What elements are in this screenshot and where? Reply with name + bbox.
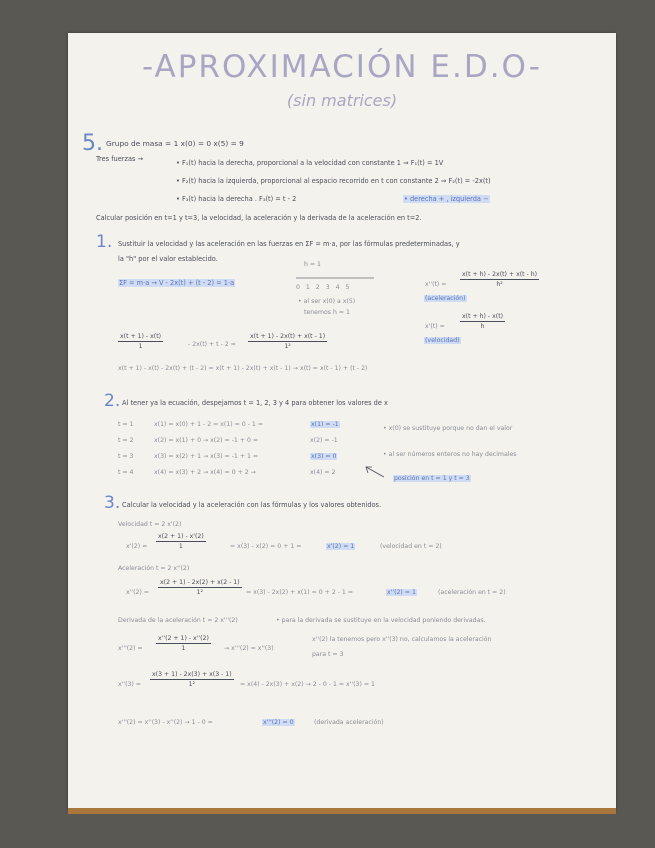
vel-formula-denominator: h [480,323,485,330]
row-3-eq: x(3) = x(2) + 1 → x(3) = -1 + 1 = [154,453,259,460]
row-1-eq: x(1) = x(0) + 1 - 2 = x(1) = 0 - 1 = [154,421,263,428]
step3-number: 3. [104,493,121,513]
number-line-axis [296,273,376,283]
velocity-fraction [156,533,206,550]
velocity-tag: (velocidad en t = 2) [380,543,442,550]
accel-formula-fraction [460,271,539,288]
accel-formula-denominator: h² [496,281,503,288]
x3-accel-rhs: = x(4) - 2x(3) + x(2) → 2 - 0 - 1 = x''(3) = 1 [240,681,375,688]
eq-fraction-2 [248,333,327,350]
x3-accel-lhs: x''(3) = [118,681,141,688]
eq-fraction-2-denominator: 1² [284,343,291,350]
row-3-result: x(3) = 0 [311,453,337,460]
step1-number: 1. [96,232,113,252]
derivative-denominator: 1 [181,645,186,652]
acceleration-numerator: x(2 + 1) - 2x(2) + x(2 - 1) [160,579,240,586]
acceleration-result: x''(2) = 1 [387,589,416,596]
eq-fraction-1-numerator: x(t + 1) - x(t) [120,333,162,340]
eq-fraction-2-numerator: x(t + 1) - 2x(t) + x(t - 1) [250,333,326,340]
eq-final: x(t + 1) - x(t) - 2x(t) + (t - 2) = x(t + 1) - 2x(t) + x(t - 1) → x(t) = x(t - 1) + (t - 2) [118,365,368,372]
step2-number: 2. [104,391,121,411]
row-3-t: t = 3 [118,453,134,460]
notebook-page [68,33,616,811]
accel-formula-tag: (aceleración) [425,295,466,302]
velocity-rhs: = x(3) - x(2) = 0 + 1 = [230,543,302,550]
step2-note-1: • x(0) se sustituye porque no dan el valor [383,425,513,432]
problem-number: 5. [82,131,103,156]
final-equation: x'''(2) = x''(3) - x''(2) → 1 - 0 = [118,719,213,726]
row-4-result: x(4) = 2 [310,469,336,476]
row-4-eq: x(4) = x(3) + 2 → x(4) = 0 + 2 → [154,469,256,476]
velocity-result: x'(2) = 1 [327,543,355,550]
page-title: -APROXIMACIÓN E.D.O- [142,49,542,85]
sum-equation: ΣF = m·a → V - 2x(t) + (t - 2) = 1·a [119,279,235,287]
velocity-lhs: x'(2) = [126,543,148,550]
acceleration-fraction [158,579,242,596]
arrow-icon [364,465,386,479]
eq-middle: - 2x(t) + t - 2 = [188,341,236,348]
acceleration-lhs: x''(2) = [126,589,149,596]
direction-note: • derecha + , izquierda − [404,195,489,203]
step1-text-line1: Sustituir la velocidad y las aceleración en las fuerzas en ΣF = m·a, por las fórmulas predeterminadas, y [118,240,460,248]
row-2-t: t = 2 [118,437,134,444]
derivative-lhs: x'''(2) = [118,645,143,652]
derivative-side-note-1: x''(2) la tenemos pero x''(3) no, calculamos la aceleración [312,636,492,643]
number-line-ticks: 0 1 2 3 4 5 [296,284,352,291]
page-subtitle: (sin matrices) [286,91,398,110]
acceleration-tag: (aceleración en t = 2) [438,589,506,596]
row-1-t: t = 1 [118,421,134,428]
step1-text-line2: la "h" por el valor establecido. [118,255,218,263]
known-note: • al ser x(0) a x(5) [298,298,356,305]
number-line-h-label: h = 1 [304,261,321,268]
velocity-title: Velocidad t = 2 x'(2) [118,521,182,528]
force-1: • F₁(t) hacia la derecha, proporcional a la velocidad con constante 1 ⇒ F₁(t) = 1V [176,159,444,167]
acceleration-title: Aceleración t = 2 x''(2) [118,565,190,572]
acceleration-rhs: = x(3) - 2x(2) + x(1) = 0 + 2 - 1 = [246,589,354,596]
velocity-denominator: 1 [178,543,183,550]
force-2: • F₂(t) hacia la izquierda, proporcional al espacio recorrido en t con constante 2 ⇒ F₂(t) = -2x(t) [176,177,491,185]
accel-formula-lhs: x''(t) = [425,281,447,288]
derivative-title: Derivada de la aceleración t = 2 x'''(2) [118,617,238,624]
velocity-numerator: x(2 + 1) - x'(2) [158,533,204,540]
accel-formula-numerator: x(t + h) - 2x(t) + x(t - h) [462,271,538,278]
final-result: x'''(2) = 0 [263,719,294,726]
row-4-t: t = 4 [118,469,134,476]
derivative-fraction [156,635,211,652]
derivative-numerator: x''(2 + 1) - x''(2) [158,635,209,642]
derivative-rhs: → x'''(2) = x''(3) [224,645,274,652]
eq-fraction-1 [118,333,163,350]
row-2-result: x(2) = -1 [310,437,338,444]
x3-accel-numerator: x(3 + 1) - 2x(3) + x(3 - 1) [152,671,232,678]
step2-note-3: posición en t = 1 y t = 3 [394,475,470,482]
step2-note-2: • al ser números enteros no hay decimales [383,451,517,458]
x3-accel-fraction [150,671,234,688]
acceleration-denominator: 1² [196,589,204,596]
step3-text: Calcular la velocidad y la aceleración con las fórmulas y los valores obtenidos. [122,501,382,509]
vel-formula-fraction [460,313,505,330]
row-2-eq: x(2) = x(1) + 0 → x(2) = -1 + 0 = [154,437,259,444]
force-3: • F₃(t) hacia la derecha . F₃(t) = t - 2 [176,195,297,203]
vel-formula-tag: (velocidad) [425,337,460,344]
derivative-side-note-2: para t = 3 [312,651,344,658]
vel-formula-numerator: x(t + h) - x(t) [462,313,504,320]
row-1-result: x(1) = -1 [311,421,339,428]
derivative-note: • para la derivada se sustituye en la velocidad poniendo derivadas. [276,617,486,624]
eq-fraction-1-denominator: 1 [138,343,143,350]
final-tag: (derivada aceleración) [314,719,384,726]
step2-text: Al tener ya la ecuación, despejamos t = 1, 2, 3 y 4 para obtener los valores de x [122,399,388,407]
x3-accel-denominator: 1² [188,681,196,688]
forces-label: Tres fuerzas → [96,155,144,163]
problem-intro: Grupo de masa = 1 x(0) = 0 x(5) = 9 [106,139,244,148]
vel-formula-lhs: x'(t) = [425,323,445,330]
known-note-h: tenemos h = 1 [304,309,350,316]
page-bottom-edge [68,808,616,814]
task-statement: Calcular posición en t=1 y t=3, la velocidad, la aceleración y la derivada de la aceleración en t=2. [96,214,422,222]
